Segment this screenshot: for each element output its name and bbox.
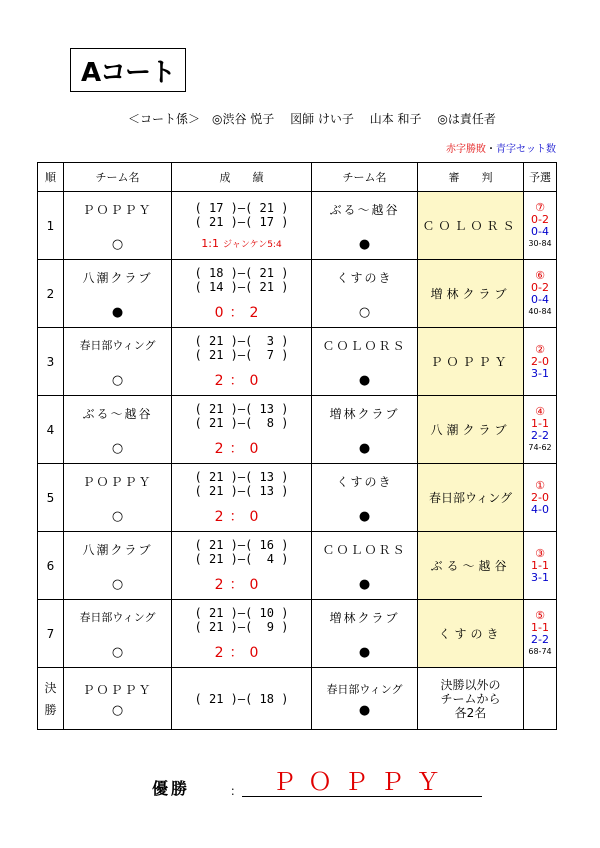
selection-sets: 0-4: [531, 224, 549, 238]
results-table: [37, 162, 557, 730]
final-label-bottom: 勝: [44, 702, 57, 717]
team-b-name: ＣＯＬＯＲＳ: [322, 338, 407, 353]
legend-dot: ・: [486, 144, 496, 155]
selection-sets: 2-2: [531, 428, 549, 442]
score-cell: [172, 260, 312, 328]
referee-cell: 八潮クラブ: [418, 396, 524, 464]
set2-score: ( 21 )―( 13 ): [194, 483, 289, 498]
selection-points: 74-62: [528, 442, 552, 452]
match-row: [38, 464, 557, 532]
header-row: [38, 163, 557, 192]
final-team-b-name: 春日部ウィング: [326, 682, 403, 696]
team-b-cell: [312, 192, 418, 260]
header-selection: 予選: [524, 163, 557, 192]
team-b-name: 増林クラブ: [329, 610, 400, 625]
score-cell: [172, 600, 312, 668]
set1-score: ( 21 )―( 13 ): [194, 401, 289, 416]
selection-cell: [524, 396, 557, 464]
selection-rank: ⑥: [535, 268, 545, 282]
set1-score: ( 17 )―( 21 ): [194, 201, 289, 215]
set1-score: ( 21 )―( 10 ): [194, 605, 289, 620]
score-cell: [172, 532, 312, 600]
final-team-a-mark: ○: [111, 702, 124, 718]
team-b-cell: [312, 532, 418, 600]
court-title: Aコート: [80, 57, 176, 88]
team-b-cell: [312, 396, 418, 464]
match-row: [38, 600, 557, 668]
header-score: 成 績: [172, 163, 312, 192]
set2-score: ( 21 )―( 4 ): [194, 551, 289, 566]
selection-sets: 4-0: [531, 502, 549, 516]
referee-cell: ぶる～越谷: [418, 532, 524, 600]
team-a-cell: [64, 532, 172, 600]
team-a-name: 八潮クラブ: [82, 270, 153, 285]
final-score-cell: [172, 668, 312, 730]
final-label: [38, 668, 64, 730]
selection-cell: [524, 600, 557, 668]
team-a-name: 春日部ウィング: [79, 610, 156, 624]
team-b-mark: ○: [358, 304, 371, 320]
team-a-mark: ○: [111, 576, 124, 592]
match-result: [172, 506, 311, 526]
selection-sets: 3-1: [531, 366, 549, 380]
selection-win-loss: 1-1: [531, 416, 549, 430]
team-a-cell: [64, 464, 172, 532]
selection-cell: [524, 328, 557, 396]
team-b-mark: ●: [358, 644, 371, 660]
match-result-value: 2：0: [214, 644, 265, 661]
header-referee: 審 判: [418, 163, 524, 192]
legend-blue: 青字セット数: [496, 144, 556, 155]
set1-score: ( 21 )―( 16 ): [194, 537, 289, 552]
match-number: 6: [38, 532, 64, 600]
header-order: 順: [38, 163, 64, 192]
winner-label: 優勝: [152, 779, 191, 798]
team-b-name: 増林クラブ: [329, 406, 400, 421]
team-a-name: ぶる～越谷: [82, 406, 153, 421]
referee-cell: ＰＯＰＰＹ: [418, 328, 524, 396]
referee-cell: ＣＯＬＯＲＳ: [418, 192, 524, 260]
score-cell: [172, 192, 312, 260]
final-score: ( 21 )―( 18 ): [194, 691, 289, 706]
referee-cell: 増林クラブ: [418, 260, 524, 328]
selection-sets: 3-1: [531, 570, 549, 584]
team-b-name: ＣＯＬＯＲＳ: [322, 542, 407, 557]
selection-win-loss: 2-0: [531, 354, 549, 368]
team-b-cell: [312, 600, 418, 668]
team-a-name: 春日部ウィング: [79, 338, 156, 352]
set2-score: ( 21 )―( 8 ): [194, 415, 289, 430]
team-a-cell: [64, 192, 172, 260]
set1-score: ( 21 )―( 3 ): [194, 333, 289, 348]
final-team-b-cell: [312, 668, 418, 730]
match-row: [38, 396, 557, 464]
final-team-a-cell: [64, 668, 172, 730]
selection-rank: ⑤: [535, 608, 545, 622]
team-a-mark: ○: [111, 372, 124, 388]
team-a-mark: ○: [111, 644, 124, 660]
team-a-cell: [64, 328, 172, 396]
court-title-box: [70, 48, 186, 92]
match-result: [172, 574, 311, 594]
set2-score: ( 21 )―( 7 ): [194, 347, 289, 362]
selection-rank: ③: [535, 546, 545, 560]
selection-points: 68-74: [528, 646, 552, 656]
match-result: [172, 237, 311, 250]
set2-score: ( 21 )―( 9 ): [194, 619, 289, 634]
selection-sets: 0-4: [531, 292, 549, 306]
header-team2: チーム名: [312, 163, 418, 192]
match-result-note: ジャンケン5:4: [223, 240, 282, 250]
match-row: [38, 260, 557, 328]
final-note-cell: [418, 668, 524, 730]
team-b-mark: ●: [358, 508, 371, 524]
selection-rank: ⑦: [535, 200, 545, 214]
match-row: [38, 328, 557, 396]
match-result-value: 1:1: [201, 237, 219, 250]
team-a-name: ＰＯＰＰＹ: [82, 202, 153, 217]
team-a-mark: ○: [111, 508, 124, 524]
selection-win-loss: 0-2: [531, 212, 549, 226]
header-team: チーム名: [64, 163, 172, 192]
selection-win-loss: 1-1: [531, 620, 549, 634]
winner-name: ＰＯＰＰＹ: [242, 768, 482, 797]
team-b-mark: ●: [358, 576, 371, 592]
match-number: 2: [38, 260, 64, 328]
match-result-value: 2：0: [214, 576, 265, 593]
selection-cell: [524, 464, 557, 532]
staff-line: ＜コート係＞ ◎渋谷 悦子 図師 けい子 山本 和子 ◎は責任者: [128, 112, 496, 126]
set2-score: ( 21 )―( 17 ): [194, 215, 289, 229]
score-cell: [172, 396, 312, 464]
team-b-name: ぶる～越谷: [329, 202, 400, 217]
selection-win-loss: 2-0: [531, 490, 549, 504]
team-a-cell: [64, 600, 172, 668]
winner-colon: ：: [230, 784, 243, 798]
final-row: [38, 668, 557, 730]
match-row: [38, 532, 557, 600]
team-b-mark: ●: [358, 236, 371, 252]
match-result: [172, 370, 311, 390]
match-number: 7: [38, 600, 64, 668]
selection-sets: 2-2: [531, 632, 549, 646]
final-team-b-mark: ●: [358, 702, 371, 718]
match-result-value: 0：2: [214, 304, 265, 321]
team-b-name: くすのき: [336, 270, 393, 285]
legend: [446, 140, 556, 155]
match-result-value: 2：0: [214, 508, 265, 525]
match-number: 3: [38, 328, 64, 396]
match-result: [172, 642, 311, 662]
match-result: [172, 438, 311, 458]
team-a-name: ＰＯＰＰＹ: [82, 474, 153, 489]
selection-rank: ②: [535, 342, 545, 356]
match-number: 1: [38, 192, 64, 260]
score-cell: [172, 328, 312, 396]
selection-points: 40-84: [528, 306, 552, 316]
selection-rank: ④: [535, 404, 545, 418]
team-a-cell: [64, 396, 172, 464]
legend-red: 赤字勝敗: [446, 144, 486, 155]
selection-points: 30-84: [528, 238, 552, 248]
team-b-cell: [312, 464, 418, 532]
selection-rank: ①: [535, 478, 545, 492]
selection-cell: [524, 192, 557, 260]
team-a-cell: [64, 260, 172, 328]
final-note-2: チームから: [440, 691, 501, 706]
team-a-mark: ●: [111, 304, 124, 320]
final-team-a-name: ＰＯＰＰＹ: [82, 682, 153, 697]
team-b-cell: [312, 328, 418, 396]
team-b-mark: ●: [358, 440, 371, 456]
referee-cell: 春日部ウィング: [418, 464, 524, 532]
set1-score: ( 18 )―( 21 ): [194, 265, 289, 280]
team-a-name: 八潮クラブ: [82, 542, 153, 557]
score-cell: [172, 464, 312, 532]
final-label-top: 決: [44, 680, 57, 695]
team-b-name: くすのき: [336, 474, 393, 489]
final-selection-cell: [524, 668, 557, 730]
match-number: 4: [38, 396, 64, 464]
match-result: [172, 302, 311, 322]
final-note-1: 決勝以外の: [440, 677, 501, 692]
selection-win-loss: 0-2: [531, 280, 549, 294]
selection-cell: [524, 532, 557, 600]
selection-cell: [524, 260, 557, 328]
final-note-3: 各2名: [454, 705, 487, 720]
match-result-value: 2：0: [214, 440, 265, 457]
match-row: [38, 192, 557, 260]
set1-score: ( 21 )―( 13 ): [194, 469, 289, 484]
team-a-mark: ○: [111, 440, 124, 456]
team-b-cell: [312, 260, 418, 328]
selection-win-loss: 1-1: [531, 558, 549, 572]
referee-cell: くすのき: [418, 600, 524, 668]
match-result-value: 2：0: [214, 372, 265, 389]
match-number: 5: [38, 464, 64, 532]
team-a-mark: ○: [111, 236, 124, 252]
team-b-mark: ●: [358, 372, 371, 388]
set2-score: ( 14 )―( 21 ): [194, 279, 289, 294]
